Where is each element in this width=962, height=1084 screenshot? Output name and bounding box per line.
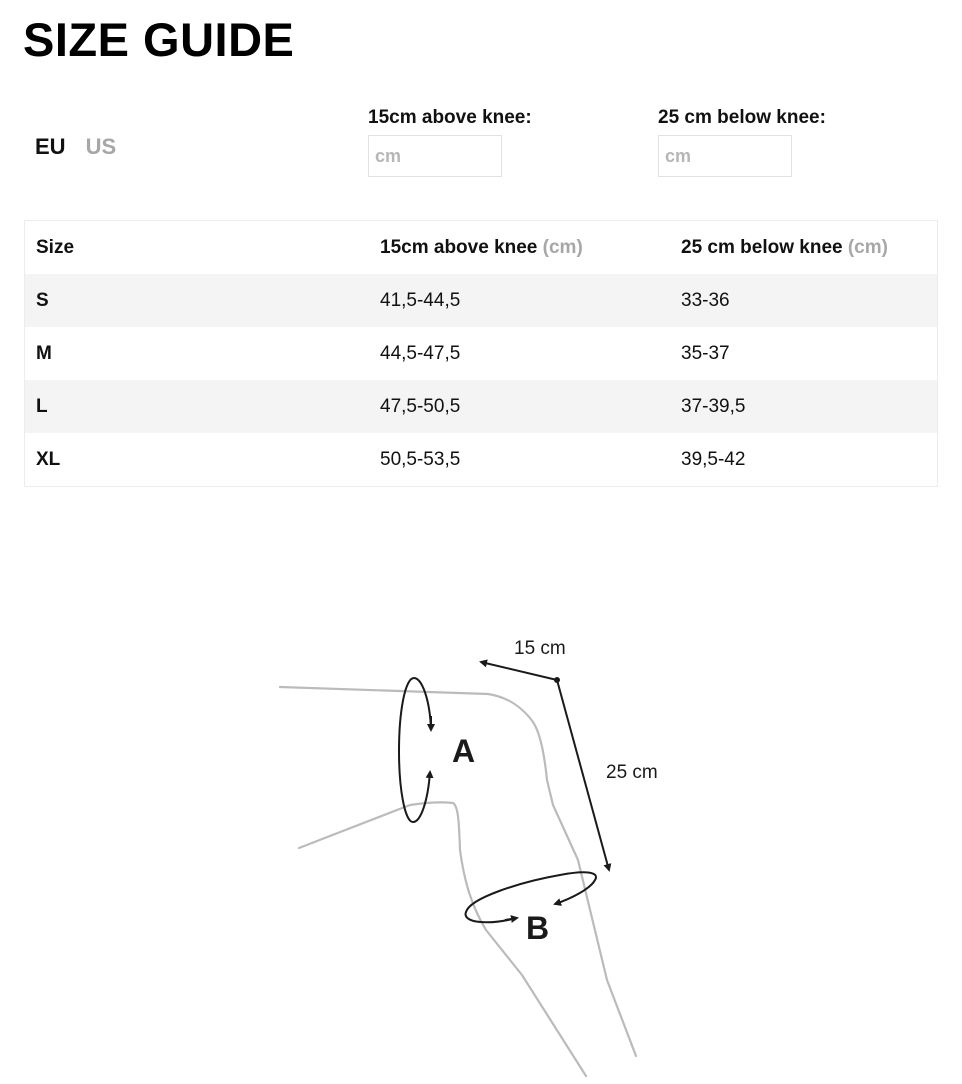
below-knee-calculator [658,106,826,177]
above-knee-cell: 50,5-53,5 [380,448,461,470]
header-below-text: 25 cm below knee [681,236,843,258]
size-cell: XL [36,448,61,470]
knee-measurement-diagram [0,600,962,1084]
header-above-text: 15cm above knee [380,236,538,258]
above-knee-cell: 47,5-50,5 [380,395,461,417]
loop-b-end-arrow [555,902,561,904]
size-cell: L [36,395,48,417]
page-title: SIZE GUIDE [23,13,295,66]
dimension-25cm-line [557,680,609,870]
size-cell: S [36,289,49,311]
dimension-15cm-label: 15 cm [514,638,566,659]
below-knee-cell: 33-36 [681,289,730,311]
loop-a-lower-arc [413,772,430,822]
header-below-unit: (cm) [847,236,888,258]
measure-b-label: B [526,910,550,946]
above-knee-label: 15cm above knee: [368,107,532,128]
header-above-knee [369,221,670,275]
below-knee-label: 25 cm below knee: [658,107,826,128]
header-size: Size [36,236,75,258]
unit-toggle [35,134,116,160]
dimension-15cm-line [481,662,557,680]
loop-b-start-arrow [505,918,517,920]
below-knee-cell: 35-37 [681,342,730,364]
dimension-25cm-label: 25 cm [606,762,658,783]
size-cell: M [36,342,52,364]
table-row [25,274,938,327]
dimension-origin-dot [555,678,559,682]
size-table [24,220,938,487]
header-below-knee [670,221,938,275]
below-knee-cell: 37-39,5 [681,395,746,417]
table-header-row [25,221,938,275]
header-above-unit: (cm) [542,236,583,258]
above-knee-cell: 44,5-47,5 [380,342,461,364]
above-knee-input[interactable] [368,135,502,177]
measure-a-label: A [452,733,476,769]
table-row [25,380,938,433]
above-knee-cell: 41,5-44,5 [380,289,461,311]
unit-us-option[interactable]: US [85,134,117,159]
table-row [25,433,938,487]
below-knee-input[interactable] [658,135,792,177]
above-knee-calculator [368,106,532,177]
unit-eu-option[interactable]: EU [35,134,66,159]
below-knee-cell: 39,5-42 [681,448,746,470]
table-row [25,327,938,380]
measure-a-loop [399,678,431,822]
